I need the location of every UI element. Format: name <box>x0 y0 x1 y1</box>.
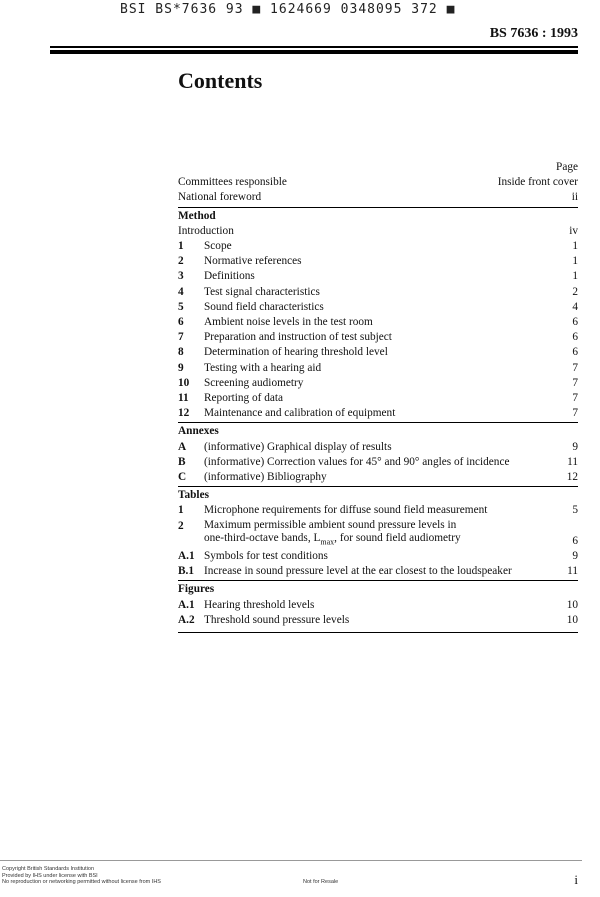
toc-entry-text: Committees responsible <box>178 176 287 189</box>
toc-entry-page: 9 <box>572 440 578 453</box>
toc-entry[interactable] <box>178 254 578 269</box>
toc-entry[interactable] <box>178 239 578 254</box>
toc-entry-number: 11 <box>178 392 189 405</box>
toc-entry-number: 3 <box>178 270 184 283</box>
toc-entry-page: iv <box>569 224 578 237</box>
toc-entry-text: Sound field characteristics <box>204 300 324 313</box>
toc-entry-text: Hearing threshold levels <box>204 598 315 611</box>
toc-entry-number: C <box>178 471 187 484</box>
toc-entry-text-line1: Maximum permissible ambient sound pressure levels in <box>204 518 457 531</box>
toc-entry-number: 1 <box>178 240 184 253</box>
toc-entry-text: Definitions <box>204 270 255 283</box>
toc-entry-text: Increase in sound pressure level at the ear closest to the loudspeaker <box>204 565 512 578</box>
toc-entry[interactable] <box>178 269 578 284</box>
toc-entry-page: 7 <box>572 361 578 374</box>
header-rule-thick <box>50 50 578 54</box>
toc-entry-number: B <box>178 455 186 468</box>
toc-bottom-rule <box>178 628 578 633</box>
toc-entry[interactable] <box>178 440 578 455</box>
toc-entry-page: 12 <box>566 471 578 484</box>
toc-entry[interactable] <box>178 470 578 485</box>
toc-entry-text: Determination of hearing threshold level <box>204 346 388 359</box>
toc-entry-page: 6 <box>572 534 578 547</box>
toc-entry-text: Preparation and instruction of test subject <box>204 331 392 344</box>
toc-entry-number: 2 <box>178 519 184 532</box>
page-number: i <box>574 872 578 887</box>
toc-entry-text: Test signal characteristics <box>204 285 320 298</box>
footer-rule <box>0 860 582 861</box>
toc-entry[interactable] <box>178 455 578 470</box>
toc-entry-text: (informative) Correction values for 45° and 90° angles of incidence <box>204 455 510 468</box>
toc-entry[interactable] <box>178 406 578 421</box>
toc-entry-text: Screening audiometry <box>204 376 304 389</box>
footer-line: Provided by IHS under license with BSI <box>2 872 98 879</box>
toc-entry[interactable] <box>178 300 578 315</box>
section-heading-method: Method <box>178 207 578 224</box>
toc-entry[interactable] <box>178 361 578 376</box>
toc-entry[interactable] <box>178 519 578 549</box>
toc-entry-page: 2 <box>572 285 578 298</box>
toc-entry-number: 9 <box>178 361 184 374</box>
toc-entry[interactable] <box>178 330 578 345</box>
toc-entry-text: Microphone requirements for diffuse sound field measurement <box>204 504 488 517</box>
toc-entry-page: ii <box>571 191 578 204</box>
toc-entry-page: 11 <box>567 455 578 468</box>
toc-entry-page: 9 <box>572 549 578 562</box>
toc-entry-page: 7 <box>572 392 578 405</box>
toc-entry-text-line2a: one-third-octave bands, L <box>204 532 321 545</box>
page-column-heading: Page <box>556 161 578 173</box>
toc-entry-number: 1 <box>178 504 184 517</box>
toc-entry-page: 11 <box>567 565 578 578</box>
toc-entry[interactable] <box>178 391 578 406</box>
toc-entry-text: Normative references <box>204 255 302 268</box>
section-heading-tables: Tables <box>178 486 578 503</box>
section-heading-annexes: Annexes <box>178 422 578 439</box>
toc-entry[interactable] <box>178 315 578 330</box>
footer-copyright <box>2 866 161 886</box>
document-number: BS 7636 : 1993 <box>489 26 578 41</box>
footer-resale-note: Not for Resale <box>303 879 339 885</box>
toc-entry-page: 6 <box>572 331 578 344</box>
toc-entry[interactable] <box>178 613 578 628</box>
toc-entry-text: National foreword <box>178 191 262 204</box>
toc-entry-text: Scope <box>204 240 232 253</box>
toc-entry-page: 10 <box>566 598 578 611</box>
toc-entry-number: 12 <box>178 407 190 420</box>
toc-entry-number: A.2 <box>178 613 195 626</box>
toc-entry-page: 10 <box>566 613 578 626</box>
toc-entry-number: 4 <box>178 285 184 298</box>
toc-entry[interactable] <box>178 285 578 300</box>
toc-entry-page: 5 <box>572 504 578 517</box>
toc-entry[interactable] <box>178 376 578 391</box>
section-heading-figures: Figures <box>178 580 578 597</box>
toc-entry[interactable] <box>178 345 578 360</box>
toc-entry[interactable] <box>178 598 578 613</box>
toc-entry-number: 8 <box>178 346 184 359</box>
toc-entry-number: B.1 <box>178 565 195 578</box>
toc-entry-number: 7 <box>178 331 184 344</box>
toc-entry-page: 7 <box>572 376 578 389</box>
toc-entry[interactable] <box>178 190 578 205</box>
toc-entry-text: (informative) Bibliography <box>204 471 327 484</box>
toc-entry-number: 6 <box>178 316 184 329</box>
toc-entry-page: Inside front cover <box>497 176 578 189</box>
toc-entry[interactable] <box>178 503 578 518</box>
toc-entry[interactable] <box>178 564 578 579</box>
page-title: Contents <box>178 68 263 93</box>
toc-entry-number: A.1 <box>178 549 195 562</box>
toc-entry[interactable] <box>178 175 578 190</box>
toc-entry-text: Maintenance and calibration of equipment <box>204 407 396 420</box>
toc-entry-text <box>204 519 558 549</box>
barcode-strip: BSI BS*7636 93 ■ 1624669 0348095 372 ■ <box>120 2 456 17</box>
footer-line: Copyright British Standards Institution <box>2 866 95 872</box>
toc-entry[interactable] <box>178 224 578 239</box>
toc-entry[interactable] <box>178 549 578 564</box>
header-rule-thin <box>50 46 578 48</box>
table-of-contents <box>178 160 578 633</box>
toc-entry-text: Symbols for test conditions <box>204 549 328 562</box>
toc-entry-text: Threshold sound pressure levels <box>204 613 350 626</box>
toc-entry-text: Introduction <box>178 224 234 237</box>
toc-entry-number: A <box>178 440 187 453</box>
toc-entry-number: 2 <box>178 255 184 268</box>
toc-entry-number: 10 <box>178 376 190 389</box>
toc-entry-page: 1 <box>572 240 578 253</box>
toc-entry-page: 1 <box>572 270 578 283</box>
toc-entry-text: Reporting of data <box>204 392 284 405</box>
subscript-max: max <box>320 537 335 547</box>
toc-entry-text-line2b: , for sound field audiometry <box>334 532 461 545</box>
toc-entry-text: Ambient noise levels in the test room <box>204 316 373 329</box>
toc-entry-text: Testing with a hearing aid <box>204 361 322 374</box>
toc-entry-page: 1 <box>572 255 578 268</box>
toc-entry-number: 5 <box>178 300 184 313</box>
toc-entry-page: 6 <box>572 346 578 359</box>
toc-entry-number: A.1 <box>178 598 195 611</box>
toc-entry-text: (informative) Graphical display of results <box>204 440 392 453</box>
toc-entry-page: 4 <box>572 300 578 313</box>
footer-line: No reproduction or networking permitted without license from IHS <box>2 879 161 885</box>
toc-entry-page: 7 <box>572 407 578 420</box>
toc-entry-page: 6 <box>572 316 578 329</box>
